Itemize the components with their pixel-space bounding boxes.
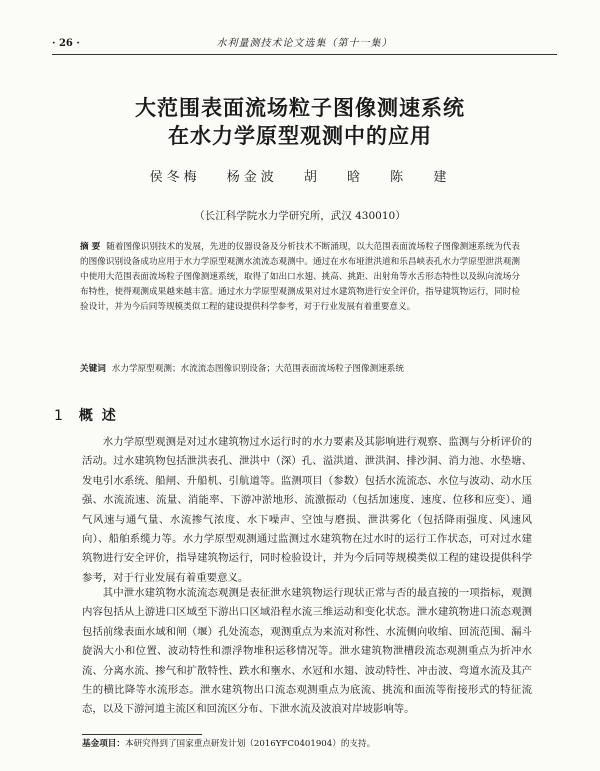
keywords <box>80 362 520 376</box>
paper-title-line-1: 大范围表面流场粒子图像测速系统 <box>135 96 465 120</box>
authors: 侯冬梅 杨金波 胡 晗 陈 建 <box>149 170 451 185</box>
body-paragraph: 水力学原型观测是对过水建筑物过水运行时的水力要素及其影响进行观察、监测与分析评价的活动。过水建筑物包括泄洪表孔、泄洪中（深）孔、溢洪道、泄洪洞、排沙洞、消力池、水垫塘、发电引水系统、船闸、升船机、引航道等。监测项目（参数）包括水流流态、水位与波动、动水压强、水流流速、流量、消能率、下游冲淤地形、流激振动（包括加速度、速度、位移和应变）、通气风速与通气量、水流掺气浓度、水下噪声、空蚀与磨损、泄洪雾化（包括降雨强度、风速风向）、船舶系缆力等。水力学原型观测通过监测过水建筑物在过水时的运行工作状态，可对过水建筑物进行安全评价，指导建筑物运行，同时检验设计，并为今后同等规模类似工程的建设提供科学参考，对于行业发展有着重要意义。 <box>82 436 532 584</box>
keywords-text: 水力学原型观测；水流流态图像识别设备；大范围表面流场粒子图像测速系统 <box>111 364 404 374</box>
abstract-text: 随着图像识别技术的发展，先进的仪器设备及分析技术不断涌现，以大范围表面流场粒子图像测速系统为代表的图像识别设备成功应用于水力学原型观测水流流态观测中。通过在水布垭泄洪道和乐昌峡表孔水力学原型泄洪观测中使用大范围表面流场粒子图像测速系统，取得了如出口水翅、挑高、挑距、出射角等水舌形态特性以及纵向流场分布特性，使得观测成果越来越丰富。通过水力学原型观测成果对过水建筑物进行安全评价，指导建筑物运行，同时检验设计，并为今后同等规模类似工程的建设提供科学参考，对于行业发展有着重要意义。 <box>80 242 520 312</box>
footnote-divider <box>82 734 202 735</box>
section-number: 1 <box>54 408 65 424</box>
keywords-label: 关键词 <box>80 364 106 374</box>
abstract-label: 摘 要 <box>80 242 101 252</box>
page-number: · 26 · <box>52 38 80 49</box>
section-title: 概 述 <box>78 408 118 424</box>
footnote-text: 本研究得到了国家重点研发计划（2016YFC0401904）的支持。 <box>124 739 376 749</box>
footnote-label: 基金项目： <box>82 739 125 749</box>
body-paragraph: 其中泄水建筑物水流流态观测是表征泄水建筑物运行现状正常与否的最直接的一项指标，观测内容包括从上游进口区域至下游出口区域沿程水流三维运动和变化状态。泄水建筑物进口流态观测包括前缘表面水域和闸（堰）孔处流态，观测重点为来流对称性、水流侧向收缩、回流范围、漏斗旋涡大小和位置、波动特性和漂浮物堆积运移情况等。泄水建筑物泄槽段流态观测重点为折冲水流、分离水流、掺气和扩散特性、跌水和壅水、水冠和水翅、波动特性、冲击波、弯道水流及其产生的横比降等水流形态。泄水建筑物出口流态观测重点为底流、挑流和面流等衔接形式的特征流态，以及下游河道主流区和回流区分布、下泄水流及波浪对岸坡影响等。 <box>82 587 532 716</box>
footnote <box>82 738 532 751</box>
journal-title: 水利量测技术论文选集（第十一集） <box>216 38 393 49</box>
paper-title-line-2: 在水力学原型观测中的应用 <box>168 124 432 148</box>
affiliation: （长江科学院水力学研究所，武汉 430010） <box>194 210 406 222</box>
section-heading <box>54 405 118 425</box>
abstract <box>80 240 520 315</box>
running-header <box>52 36 557 55</box>
